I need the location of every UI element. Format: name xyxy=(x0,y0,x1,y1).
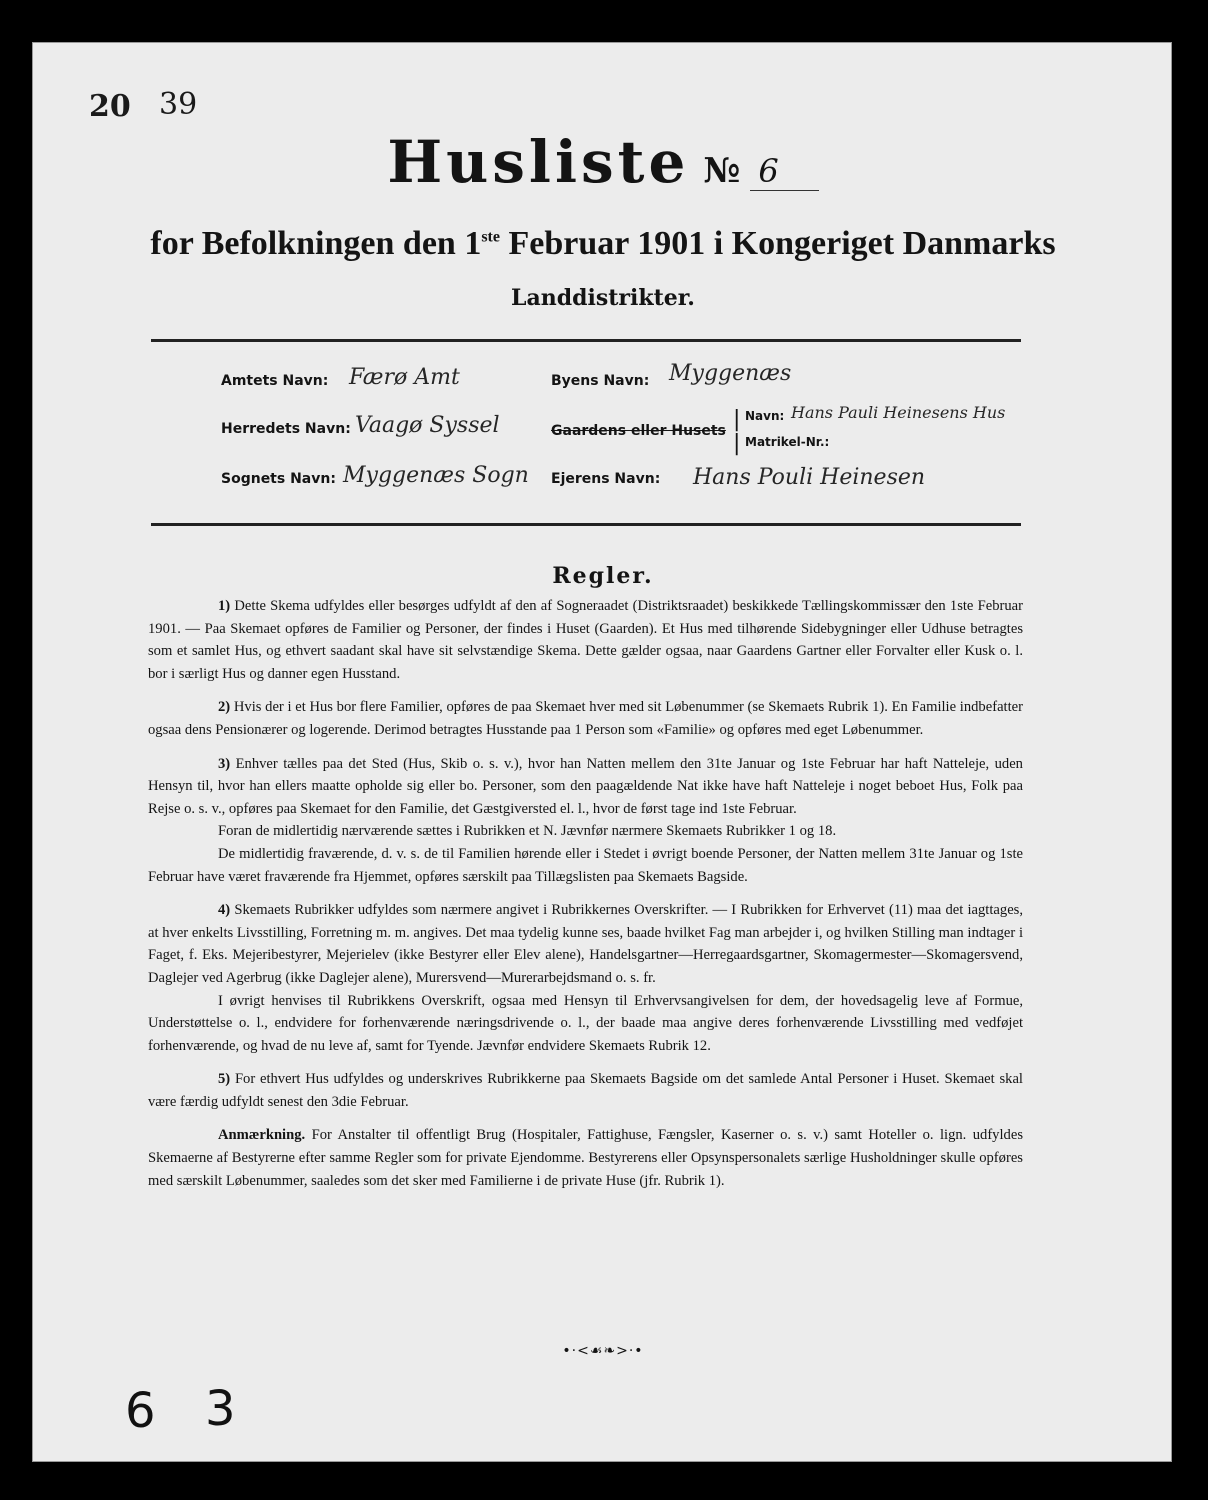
rule-3c: De midlertidig fraværende, d. v. s. de til Familien hørende eller i Stedet i øvrigt boende Personer, der Natten mellem 31te Januar og 1ste Februar have været fraværende fra Hjemmet, opføres særskilt paa Tillægslisten paa Skemaets Bagside. xyxy=(148,845,1023,885)
rules-heading: Regler. xyxy=(552,563,654,589)
rule-5 xyxy=(148,1068,1023,1113)
sogn-value: Myggenæs Sogn xyxy=(343,463,529,488)
top-divider xyxy=(151,339,1021,342)
navn-value: Hans Pauli Heinesens Hus xyxy=(791,403,1006,422)
title-no-label: № xyxy=(703,151,741,191)
district-heading: Landdistrikter. xyxy=(511,285,695,311)
rule-4 xyxy=(148,899,1023,989)
rule-4-text: Skemaets Rubrikker udfyldes som nærmere angivet i Rubrikkernes Overskrifter. — I Rubrikken for Erhvervet (11) maa det iagttages, at hver enkelts Livsstilling, Forretning m. m. angives. Det maa tydelig kunne ses, baade hvilket Fag man arbejder i, og hvilken Stilling man indtager i Faget, f. Eks. Mejeribestyrer, Mejerielev (ikke Bestyrer eller Elev alene), Handelsgartner—Herregaardsgartner, Skomagermester—Skomagersvend, Daglejer ved Agerbrug (ikke Daglejer alene), Murersvend—Murerarbejdsmand o. s. fr. xyxy=(148,902,1023,986)
rule-1 xyxy=(148,595,1023,685)
rule-3 xyxy=(148,753,1023,821)
by-label: Byens Navn: xyxy=(551,373,650,389)
title-number: 6 xyxy=(750,152,818,191)
page-number-left: 20 xyxy=(89,89,131,124)
handwritten-number-left: 6 xyxy=(125,1383,156,1439)
note-lead: Anmærkning. xyxy=(218,1127,306,1144)
handwritten-number-right: 3 xyxy=(205,1381,236,1437)
rule-5-number: 5) xyxy=(218,1071,231,1088)
ejer-value: Hans Pouli Heinesen xyxy=(693,465,926,490)
navn-label: Navn: xyxy=(745,409,785,423)
rule-4b: I øvrigt henvises til Rubrikkens Overskrift, ogsaa med Hensyn til Erhvervsangivelsen for dem, der hovedsagelig leve af Formue, Understøttelse o. l., endvidere for forhenværende næringsdrivende o. l., der baade maa angive deres forhenværende Livsstilling med vedføjet forhenværende, og hvad de nu leve af, samt for Tyende. Jævnfør endvidere Skemaets Rubrik 12. xyxy=(148,992,1023,1054)
page-number-right: 39 xyxy=(159,87,198,122)
field-brace-2: | xyxy=(733,431,741,456)
rule-2 xyxy=(148,696,1023,741)
subtitle-post: Februar 1901 i Kongeriget Danmarks xyxy=(499,225,1056,262)
rule-3-number: 3) xyxy=(218,755,231,772)
bottom-divider xyxy=(151,523,1021,526)
gaard-label: Gaardens eller Husets xyxy=(551,423,726,439)
note-text: For Anstalter til offentligt Brug (Hospitaler, Fattighuse, Fængsler, Kaserner o. s. v.) samt Hoteller o. lign. udfyldes Skemaerne af Bestyrerne efter samme Regler som for private Ejendomme. Bestyrerens eller Opsynspersonalets særlige Husholdninger skulle opføres med særskilt Løbenummer, saaledes som det sker med Familierne i de private Huse (jfr. Rubrik 1). xyxy=(148,1127,1023,1189)
rule-3b: Foran de midlertidig nærværende sættes i Rubrikken et N. Jævnfør nærmere Skemaets Rubrikker 1 og 18. xyxy=(218,823,837,840)
rules-body xyxy=(148,595,1023,1203)
matrikel-label: Matrikel-Nr.: xyxy=(745,435,830,449)
rule-1-number: 1) xyxy=(218,598,231,614)
field-brace: | xyxy=(733,407,741,432)
form-subtitle xyxy=(33,225,1173,263)
rule-4-number: 4) xyxy=(218,902,231,919)
rule-2-text: Hvis der i et Hus bor flere Familier, opføres de paa Skemaet hver med sit Løbenummer (se Skemaets Rubrik 1). En Familie indbefatter ogsaa dens Pensionærer og logerende. Derimod betragtes Husstande paa 1 Person som «Familie» og opføres med eget Løbenummer. xyxy=(148,699,1023,738)
title-main: Husliste xyxy=(387,128,690,196)
subtitle-pre: for Befolkningen den 1 xyxy=(150,225,482,262)
subtitle-sup: ste xyxy=(481,228,500,246)
herred-label: Herredets Navn: xyxy=(221,421,351,437)
rule-3-text: Enhver tælles paa det Sted (Hus, Skib o. s. v.), hvor han Natten mellem den 31te Januar og 1ste Februar har haft Natteleje, uden Hensyn til, hvor han ellers maatte opholde sig eller bo. Personer, som den paagældende Nat ikke have haft Natteleje i noget beboet Hus, Folk paa Rejse o. s. v., opføres paa Skemaet for den Familie, det Gæstgiversted el. l., hvor de først tage ind 1ste Februar. xyxy=(148,755,1023,817)
amt-value: Færø Amt xyxy=(349,365,460,390)
rule-1-text: Dette Skema udfyldes eller besørges udfyldt af den af Sogneraadet (Distriktsraadet) beskikkede Tællingskommissær den 1ste Februar 1901. — Paa Skemaet opføres de Familier og Personer, der findes i Huset (Gaarden). Et Hus med tilhørende Sidebygninger eller Udhuse betragtes som et samlet Hus, og ethvert saadant skal have sit selvstændige Skema. Dette gælder ogsaa, naar Gaardens Gartner eller Forvalter eller Kusk o. l. bor i særligt Hus og danner egen Husstand. xyxy=(148,598,1023,682)
by-value: Myggenæs xyxy=(669,361,792,386)
form-title xyxy=(33,128,1173,196)
herred-value: Vaagø Syssel xyxy=(355,413,500,438)
ejer-label: Ejerens Navn: xyxy=(551,471,661,487)
sogn-label: Sognets Navn: xyxy=(221,471,336,487)
ornament-divider: •·<☙❧>·• xyxy=(562,1343,644,1359)
rule-5-text: For ethvert Hus udfyldes og underskrives Rubrikkerne paa Skemaets Bagside om det samlede Antal Personer i Huset. Skemaet skal være færdig udfyldt senest den 3die Februar. xyxy=(148,1071,1023,1110)
rule-2-number: 2) xyxy=(218,699,231,716)
note xyxy=(148,1124,1023,1192)
census-form-page xyxy=(32,42,1172,1462)
amt-label: Amtets Navn: xyxy=(221,373,329,389)
